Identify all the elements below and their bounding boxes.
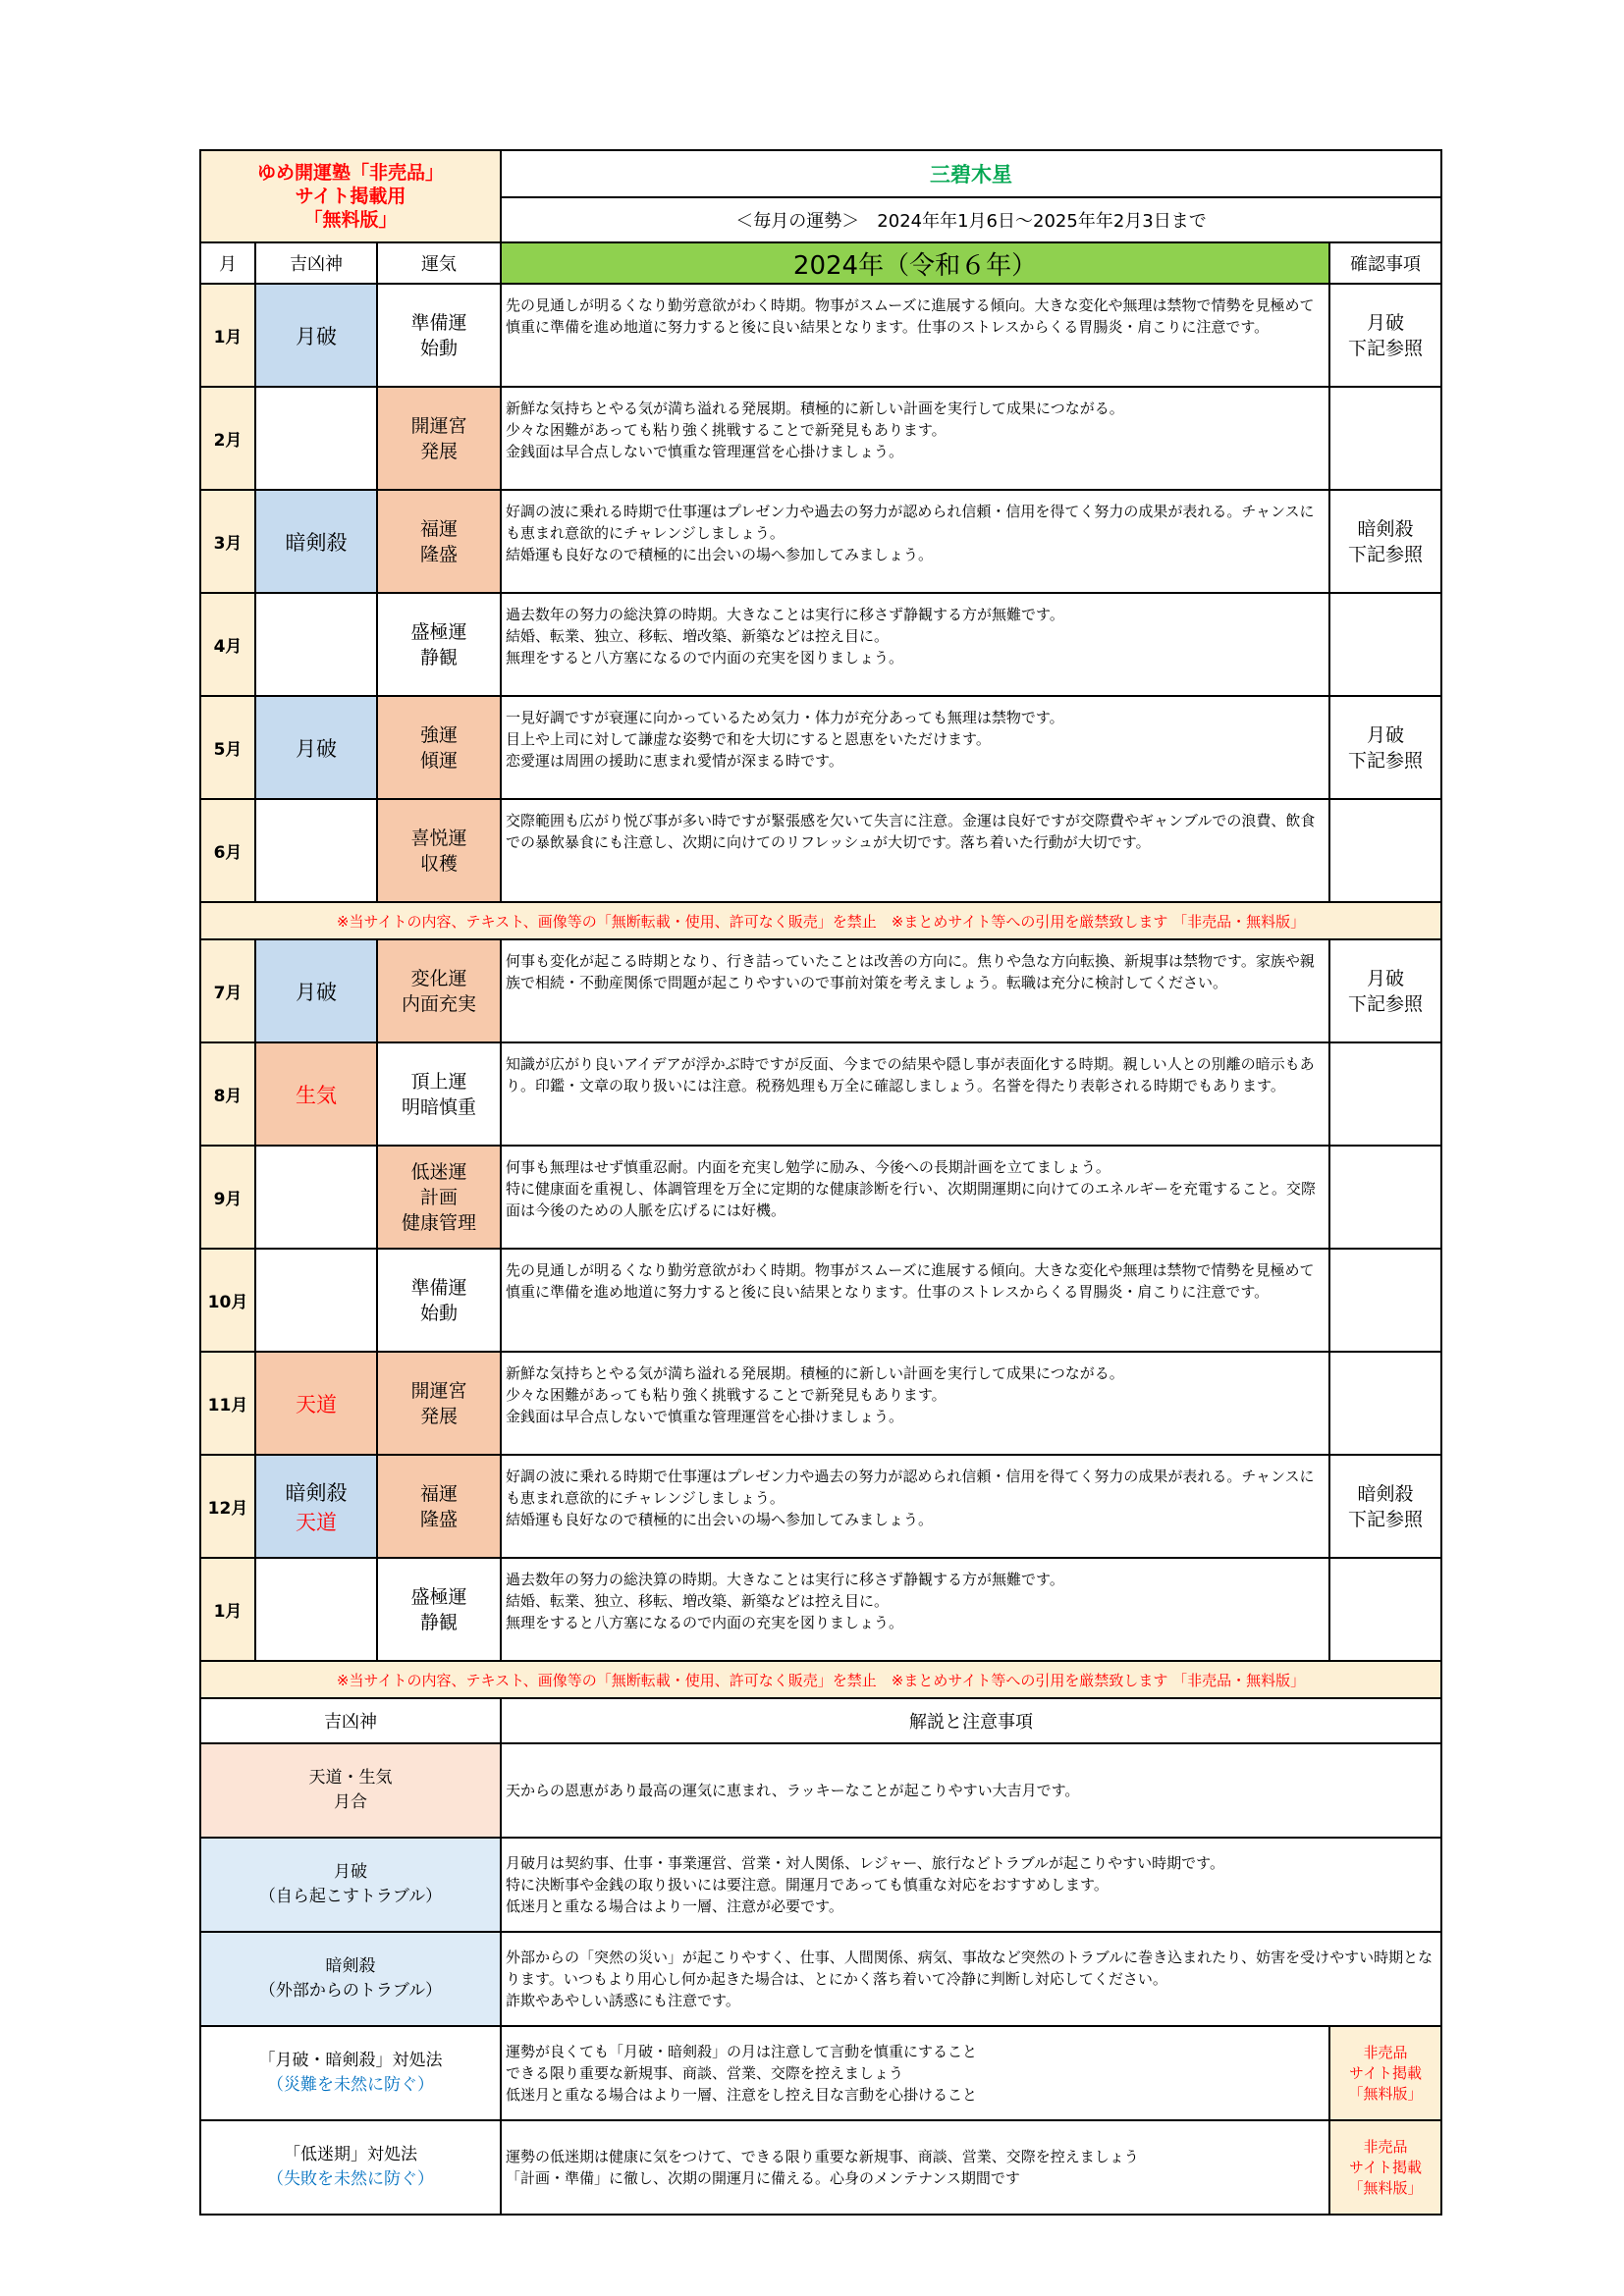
explanation-label-line: 天道・生気	[308, 1768, 393, 1788]
explanation-text-line: 特に決断事や金銭の取り扱いには要注意。開運月であっても慎重な対応をおすすめします。	[506, 1876, 1109, 1894]
kikkyo-label: 天道	[296, 1510, 337, 1534]
badge-line: 「無料版」	[1348, 2178, 1423, 2197]
unki-line: 始動	[420, 1302, 459, 1324]
month-row	[200, 593, 1441, 696]
fortune-description	[501, 1352, 1329, 1455]
unki-line: 静観	[420, 646, 459, 668]
explanation-text-line: 天からの恩恵があり最高の運気に恵まれ、ラッキーなことが起こりやすい大吉月です。	[506, 1782, 1080, 1799]
explanation-head	[200, 1698, 1441, 1743]
unki-cell	[377, 939, 501, 1042]
description-line: 結婚運も良好なので積極的に出会いの場へ参加してみましょう。	[506, 546, 934, 563]
period-text: ＜毎月の運勢＞ 2024年年1月6日～2025年年2月3日まで	[501, 197, 1441, 242]
description-line: 少々な困難があっても粘り強く挑戦することで新発見もあります。	[506, 421, 947, 439]
explanation-sublabel: （災難を未然に防ぐ）	[267, 2075, 434, 2095]
unki-line: 開運宮	[410, 414, 467, 437]
description-line: 恋愛運は周囲の援助に恵まれ愛情が深まる時です。	[506, 752, 843, 770]
month-row	[200, 939, 1441, 1042]
month-row	[200, 696, 1441, 799]
unki-line: 健康管理	[402, 1211, 477, 1234]
copyright-notice: ※当サイトの内容、テキスト、画像等の「無断転載・使用、許可なく販売」を禁止 ※まとめサイト等への引用を厳禁致します 「非売品・無料版」	[200, 1661, 1441, 1698]
kakunin-cell	[1329, 696, 1441, 799]
month-row	[200, 1249, 1441, 1352]
kikkyo-label: 天道	[296, 1392, 337, 1416]
month-cell: 11月	[200, 1352, 255, 1455]
description-line: 何事も変化が起こる時期となり、行き詰っていたことは改善の方向に。焦りや急な方向転換、新規事は禁物です。家族や親族で相続・不動産関係で問題が起こりやすいので事前対策を考えましょう。転職は充分に検討してください。	[506, 952, 1315, 991]
month-row	[200, 1455, 1441, 1558]
description-line: 無理をすると八方塞になるので内面の充実を図りましょう。	[506, 649, 904, 667]
badge-line: 非売品	[1363, 2137, 1408, 2156]
kakunin-line: 下記参照	[1348, 992, 1424, 1015]
description-line: 金銭面は早合点しないで慎重な管理運営を心掛けましょう。	[506, 1408, 904, 1425]
explanation-text-line: 「計画・準備」に徹し、次期の開運月に備える。心身のメンテナンス期間です	[506, 2169, 1020, 2187]
unki-line: 隆盛	[420, 543, 459, 565]
unki-line: 盛極運	[410, 1585, 467, 1608]
col-kikkyoshin: 吉凶神	[255, 242, 377, 284]
description-line: 結婚、転業、独立、移転、増改築、新築などは控え目に。	[506, 1592, 890, 1610]
month-cell: 12月	[200, 1455, 255, 1558]
fortune-description	[501, 1249, 1329, 1352]
month-cell: 4月	[200, 593, 255, 696]
month-row	[200, 284, 1441, 387]
month-cell: 7月	[200, 939, 255, 1042]
unki-cell	[377, 1146, 501, 1249]
badge-line: サイト掲載	[1349, 2158, 1422, 2176]
col-kakunin: 確認事項	[1329, 242, 1441, 284]
explanation-sublabel: （失敗を未然に防ぐ）	[267, 2169, 434, 2189]
unki-cell	[377, 284, 501, 387]
star-name: 三碧木星	[501, 150, 1441, 197]
unki-line: 傾運	[420, 749, 459, 772]
description-line: 目上や上司に対して謙虚な姿勢で和を大切にすると恩恵をいただけます。	[506, 730, 991, 748]
site-label	[200, 150, 501, 242]
fortune-description	[501, 1042, 1329, 1146]
unki-cell	[377, 593, 501, 696]
unki-line: 発展	[420, 1405, 459, 1427]
explanation-text-line: 低迷月と重なる場合はより一層、注意をし控え目な言動を心掛けること	[506, 2086, 978, 2104]
kakunin-line: 下記参照	[1348, 543, 1424, 565]
month-cell: 5月	[200, 696, 255, 799]
kakunin-cell	[1329, 1352, 1441, 1455]
kikkyo-cell	[255, 387, 377, 490]
kikkyo-cell	[255, 799, 377, 902]
site-label-line: ゆめ開運塾「非売品」	[257, 162, 445, 184]
unki-line: 準備運	[410, 311, 467, 334]
kikkyo-cell	[255, 939, 377, 1042]
kikkyo-label: 暗剣殺	[285, 530, 348, 555]
explanation-row	[200, 1838, 1441, 1932]
fortune-description	[501, 939, 1329, 1042]
explanation-label-line: 月破	[334, 1862, 367, 1882]
explanation-text-line: 詐欺やあやしい誘惑にも注意です。	[506, 1992, 740, 2009]
explanation-text-line: 月破月は契約事、仕事・事業運営、営業・対人関係、レジャー、旅行などトラブルが起こりやすい時期です。	[506, 1854, 1224, 1872]
month-row	[200, 1558, 1441, 1661]
kikkyo-cell	[255, 284, 377, 387]
unki-cell	[377, 1042, 501, 1146]
explanation-label-line: 月合	[334, 1792, 367, 1812]
col-year: 2024年（令和６年）	[501, 242, 1329, 284]
description-line: 先の見通しが明るくなり勤労意欲がわく時期。物事がスムーズに進展する傾向。大きな変化や無理は禁物で情勢を見極めて慎重に準備を進め地道に努力すると後に良い結果となります。仕事のストレスからくる胃腸炎・肩こりに注意です。	[506, 1261, 1315, 1301]
unki-line: 盛極運	[410, 620, 467, 643]
description-line: 金銭面は早合点しないで慎重な管理運営を心掛けましょう。	[506, 443, 904, 460]
site-label-line: サイト掲載用	[295, 186, 406, 207]
description-line: 一見好調ですが衰運に向かっているため気力・体力が充分あっても無理は禁物です。	[506, 709, 1064, 726]
month-cell: 3月	[200, 490, 255, 593]
month-row	[200, 799, 1441, 902]
kakunin-line: 下記参照	[1348, 337, 1424, 359]
site-label-lines	[201, 161, 500, 232]
explanation-label-line: 暗剣殺	[325, 1956, 376, 1976]
explanation-text-line: できる限り重要な新規事、商談、営業、交際を控えましょう	[506, 2064, 904, 2082]
kikkyo-label: 月破	[296, 324, 337, 348]
month-cell: 1月	[200, 1558, 255, 1661]
kakunin-cell	[1329, 490, 1441, 593]
explanation-text	[501, 2120, 1329, 2215]
unki-line: 隆盛	[420, 1508, 459, 1530]
copyright-notice: ※当サイトの内容、テキスト、画像等の「無断転載・使用、許可なく販売」を禁止 ※まとめサイト等への引用を厳禁致します 「非売品・無料版」	[200, 902, 1441, 939]
unki-line: 福運	[420, 517, 459, 540]
description-line: 結婚、転業、独立、移転、増改築、新築などは控え目に。	[506, 627, 890, 645]
unki-cell	[377, 387, 501, 490]
unki-line: 静観	[420, 1611, 459, 1633]
kikkyo-label: 暗剣殺	[285, 1480, 348, 1505]
fortune-description	[501, 799, 1329, 902]
unki-line: 福運	[420, 1482, 459, 1505]
kakunin-cell	[1329, 1249, 1441, 1352]
kikkyo-cell	[255, 490, 377, 593]
kakunin-line: 下記参照	[1348, 749, 1424, 772]
site-label-line: 「無料版」	[303, 209, 398, 231]
kakunin-cell	[1329, 593, 1441, 696]
unki-line: 発展	[420, 440, 459, 462]
explanation-head-left: 吉凶神	[200, 1698, 501, 1743]
badge-line: サイト掲載	[1349, 2063, 1422, 2082]
unki-line: 準備運	[410, 1276, 467, 1299]
badge-line: 非売品	[1363, 2043, 1408, 2061]
kakunin-line: 暗剣殺	[1357, 1482, 1414, 1505]
unki-line: 計画	[420, 1186, 459, 1208]
free-edition-badge	[1329, 2120, 1441, 2215]
explanation-text	[501, 1932, 1441, 2026]
description-line: 新鮮な気持ちとやる気が満ち溢れる発展期。積極的に新しい計画を実行して成果につながる。	[506, 1364, 1124, 1382]
unki-cell	[377, 1352, 501, 1455]
explanation-label-line: （自ら起こすトラブル）	[258, 1887, 443, 1906]
description-line: 何事も無理はせず慎重忍耐。内面を充実し勉学に励み、今後への長期計画を立てましょう。	[506, 1158, 1110, 1176]
explanation-row	[200, 2026, 1441, 2120]
unki-line: 明暗慎重	[402, 1095, 477, 1118]
unki-line: 始動	[420, 337, 459, 359]
explanation-label	[200, 1932, 501, 2026]
kikkyo-cell	[255, 1042, 377, 1146]
unki-line: 低迷運	[410, 1160, 467, 1183]
kikkyo-label: 生気	[296, 1083, 337, 1107]
explanation-text-line: 外部からの「突然の災い」が起こりやすく、仕事、人間関係、病気、事故など突然のトラブルに巻き込まれたり、妨害を受けやすい時期となります。いつもより用心し何か起きた場合は、とにかく落ち着いて冷静に判断し対応してください。	[506, 1949, 1434, 1988]
explanation-label	[200, 1743, 501, 1838]
unki-cell	[377, 799, 501, 902]
explanation-label-line: 「月破・暗剣殺」対処法	[258, 2051, 443, 2070]
explanation-row	[200, 2120, 1441, 2215]
unki-cell	[377, 1455, 501, 1558]
kakunin-cell	[1329, 387, 1441, 490]
description-line: 少々な困難があっても粘り強く挑戦することで新発見もあります。	[506, 1386, 947, 1404]
kakunin-line: 月破	[1367, 967, 1405, 989]
kakunin-cell	[1329, 1455, 1441, 1558]
description-line: 好調の波に乗れる時期で仕事運はプレゼン力や過去の努力が認められ信頼・信用を得てく努力の成果が表れる。チャンスにも恵まれ意欲的にチャレンジしましょう。	[506, 1468, 1315, 1507]
month-row	[200, 1352, 1441, 1455]
unki-line: 頂上運	[410, 1070, 467, 1093]
fortune-description	[501, 593, 1329, 696]
notice-row	[200, 902, 1441, 939]
fortune-description	[501, 284, 1329, 387]
kikkyo-label: 月破	[296, 980, 337, 1004]
unki-line: 内面充実	[402, 992, 477, 1015]
month-row	[200, 1146, 1441, 1249]
badge-line: 「無料版」	[1348, 2084, 1423, 2103]
kakunin-cell	[1329, 284, 1441, 387]
kakunin-line: 月破	[1367, 311, 1405, 334]
description-line: 知識が広がり良いアイデアが浮かぶ時ですが反面、今までの結果や隠し事が表面化する時期。親しい人との別離の暗示もあり。印鑑・文章の取り扱いには注意。税務処理も万全に確認しましょう。名誉を得たり表彰される時期でもあります。	[506, 1055, 1315, 1095]
notice-row	[200, 1661, 1441, 1698]
explanation-text	[501, 2026, 1329, 2120]
fortune-description	[501, 1455, 1329, 1558]
kikkyo-label: 月破	[296, 736, 337, 761]
month-cell: 8月	[200, 1042, 255, 1146]
description-line: 結婚運も良好なので積極的に出会いの場へ参加してみましょう。	[506, 1511, 934, 1528]
unki-line: 開運宮	[410, 1379, 467, 1402]
explanation-text	[501, 1838, 1441, 1932]
kakunin-cell	[1329, 939, 1441, 1042]
month-cell: 9月	[200, 1146, 255, 1249]
description-line: 先の見通しが明るくなり勤労意欲がわく時期。物事がスムーズに進展する傾向。大きな変化や無理は禁物で情勢を見極めて慎重に準備を進め地道に努力すると後に良い結果となります。仕事のストレスからくる胃腸炎・肩こりに注意です。	[506, 296, 1315, 336]
explanation-label	[200, 1838, 501, 1932]
explanation-head-right: 解説と注意事項	[501, 1698, 1441, 1743]
kikkyo-cell	[255, 1352, 377, 1455]
kikkyo-cell	[255, 1146, 377, 1249]
description-line: 無理をすると八方塞になるので内面の充実を図りましょう。	[506, 1614, 904, 1631]
fortune-description	[501, 1146, 1329, 1249]
description-line: 過去数年の努力の総決算の時期。大きなことは実行に移さず静観する方が無難です。	[506, 606, 1064, 623]
explanation-row	[200, 1743, 1441, 1838]
kikkyo-cell	[255, 593, 377, 696]
col-unki: 運気	[377, 242, 501, 284]
unki-line: 収穫	[420, 852, 459, 875]
unki-line: 強運	[420, 723, 459, 746]
kikkyo-cell	[255, 1558, 377, 1661]
explanation-label	[200, 2120, 501, 2215]
description-line: 過去数年の努力の総決算の時期。大きなことは実行に移さず静観する方が無難です。	[506, 1571, 1064, 1588]
kakunin-line: 下記参照	[1348, 1508, 1424, 1530]
kakunin-cell	[1329, 799, 1441, 902]
explanation-label-line: 「低迷期」対処法	[284, 2145, 417, 2164]
kakunin-line: 暗剣殺	[1357, 517, 1414, 540]
free-edition-badge	[1329, 2026, 1441, 2120]
kikkyo-cell	[255, 696, 377, 799]
kakunin-cell	[1329, 1042, 1441, 1146]
explanation-row	[200, 1932, 1441, 2026]
description-line: 新鮮な気持ちとやる気が満ち溢れる発展期。積極的に新しい計画を実行して成果につながる。	[506, 400, 1124, 417]
kakunin-cell	[1329, 1146, 1441, 1249]
month-row	[200, 1042, 1441, 1146]
kakunin-line: 月破	[1367, 723, 1405, 746]
month-row	[200, 387, 1441, 490]
kikkyo-cell	[255, 1455, 377, 1558]
description-line: 特に健康面を重視し、体調管理を万全に定期的な健康診断を行い、次期開運期に向けてのエネルギーを充電すること。交際面は今後のための人脈を広げるには好機。	[506, 1180, 1317, 1219]
unki-line: 喜悦運	[410, 827, 467, 849]
unki-cell	[377, 696, 501, 799]
month-cell: 6月	[200, 799, 255, 902]
month-cell: 2月	[200, 387, 255, 490]
month-cell: 10月	[200, 1249, 255, 1352]
kikkyo-cell	[255, 1249, 377, 1352]
unki-cell	[377, 1558, 501, 1661]
explanation-text-line: 運勢の低迷期は健康に気をつけて、できる限り重要な新規事、商談、営業、交際を控えましょう	[506, 2148, 1139, 2165]
explanation-text-line: 低迷月と重なる場合はより一層、注意が必要です。	[506, 1897, 843, 1915]
fortune-table	[199, 149, 1442, 2216]
description-line: 好調の波に乗れる時期で仕事運はプレゼン力や過去の努力が認められ信頼・信用を得てく努力の成果が表れる。チャンスにも恵まれ意欲的にチャレンジしましょう。	[506, 503, 1315, 542]
explanation-text-line: 運勢が良くても「月破・暗剣殺」の月は注意して言動を慎重にすること	[506, 2043, 978, 2060]
unki-cell	[377, 1249, 501, 1352]
month-cell: 1月	[200, 284, 255, 387]
month-row	[200, 490, 1441, 593]
fortune-description	[501, 490, 1329, 593]
fortune-description	[501, 696, 1329, 799]
description-line: 交際範囲も広がり悦び事が多い時ですが緊張感を欠いて失言に注意。金運は良好ですが交際費やギャンブルでの浪費、飲食での暴飲暴食にも注意し、次期に向けてのリフレッシュが大切です。落ち着いた行動が大切です。	[506, 812, 1316, 851]
col-month: 月	[200, 242, 255, 284]
explanation-label-line: （外部からのトラブル）	[258, 1981, 443, 2001]
fortune-description	[501, 387, 1329, 490]
kakunin-cell	[1329, 1558, 1441, 1661]
explanation-text	[501, 1743, 1441, 1838]
unki-line: 変化運	[410, 967, 467, 989]
unki-cell	[377, 490, 501, 593]
explanation-label	[200, 2026, 501, 2120]
fortune-description	[501, 1558, 1329, 1661]
